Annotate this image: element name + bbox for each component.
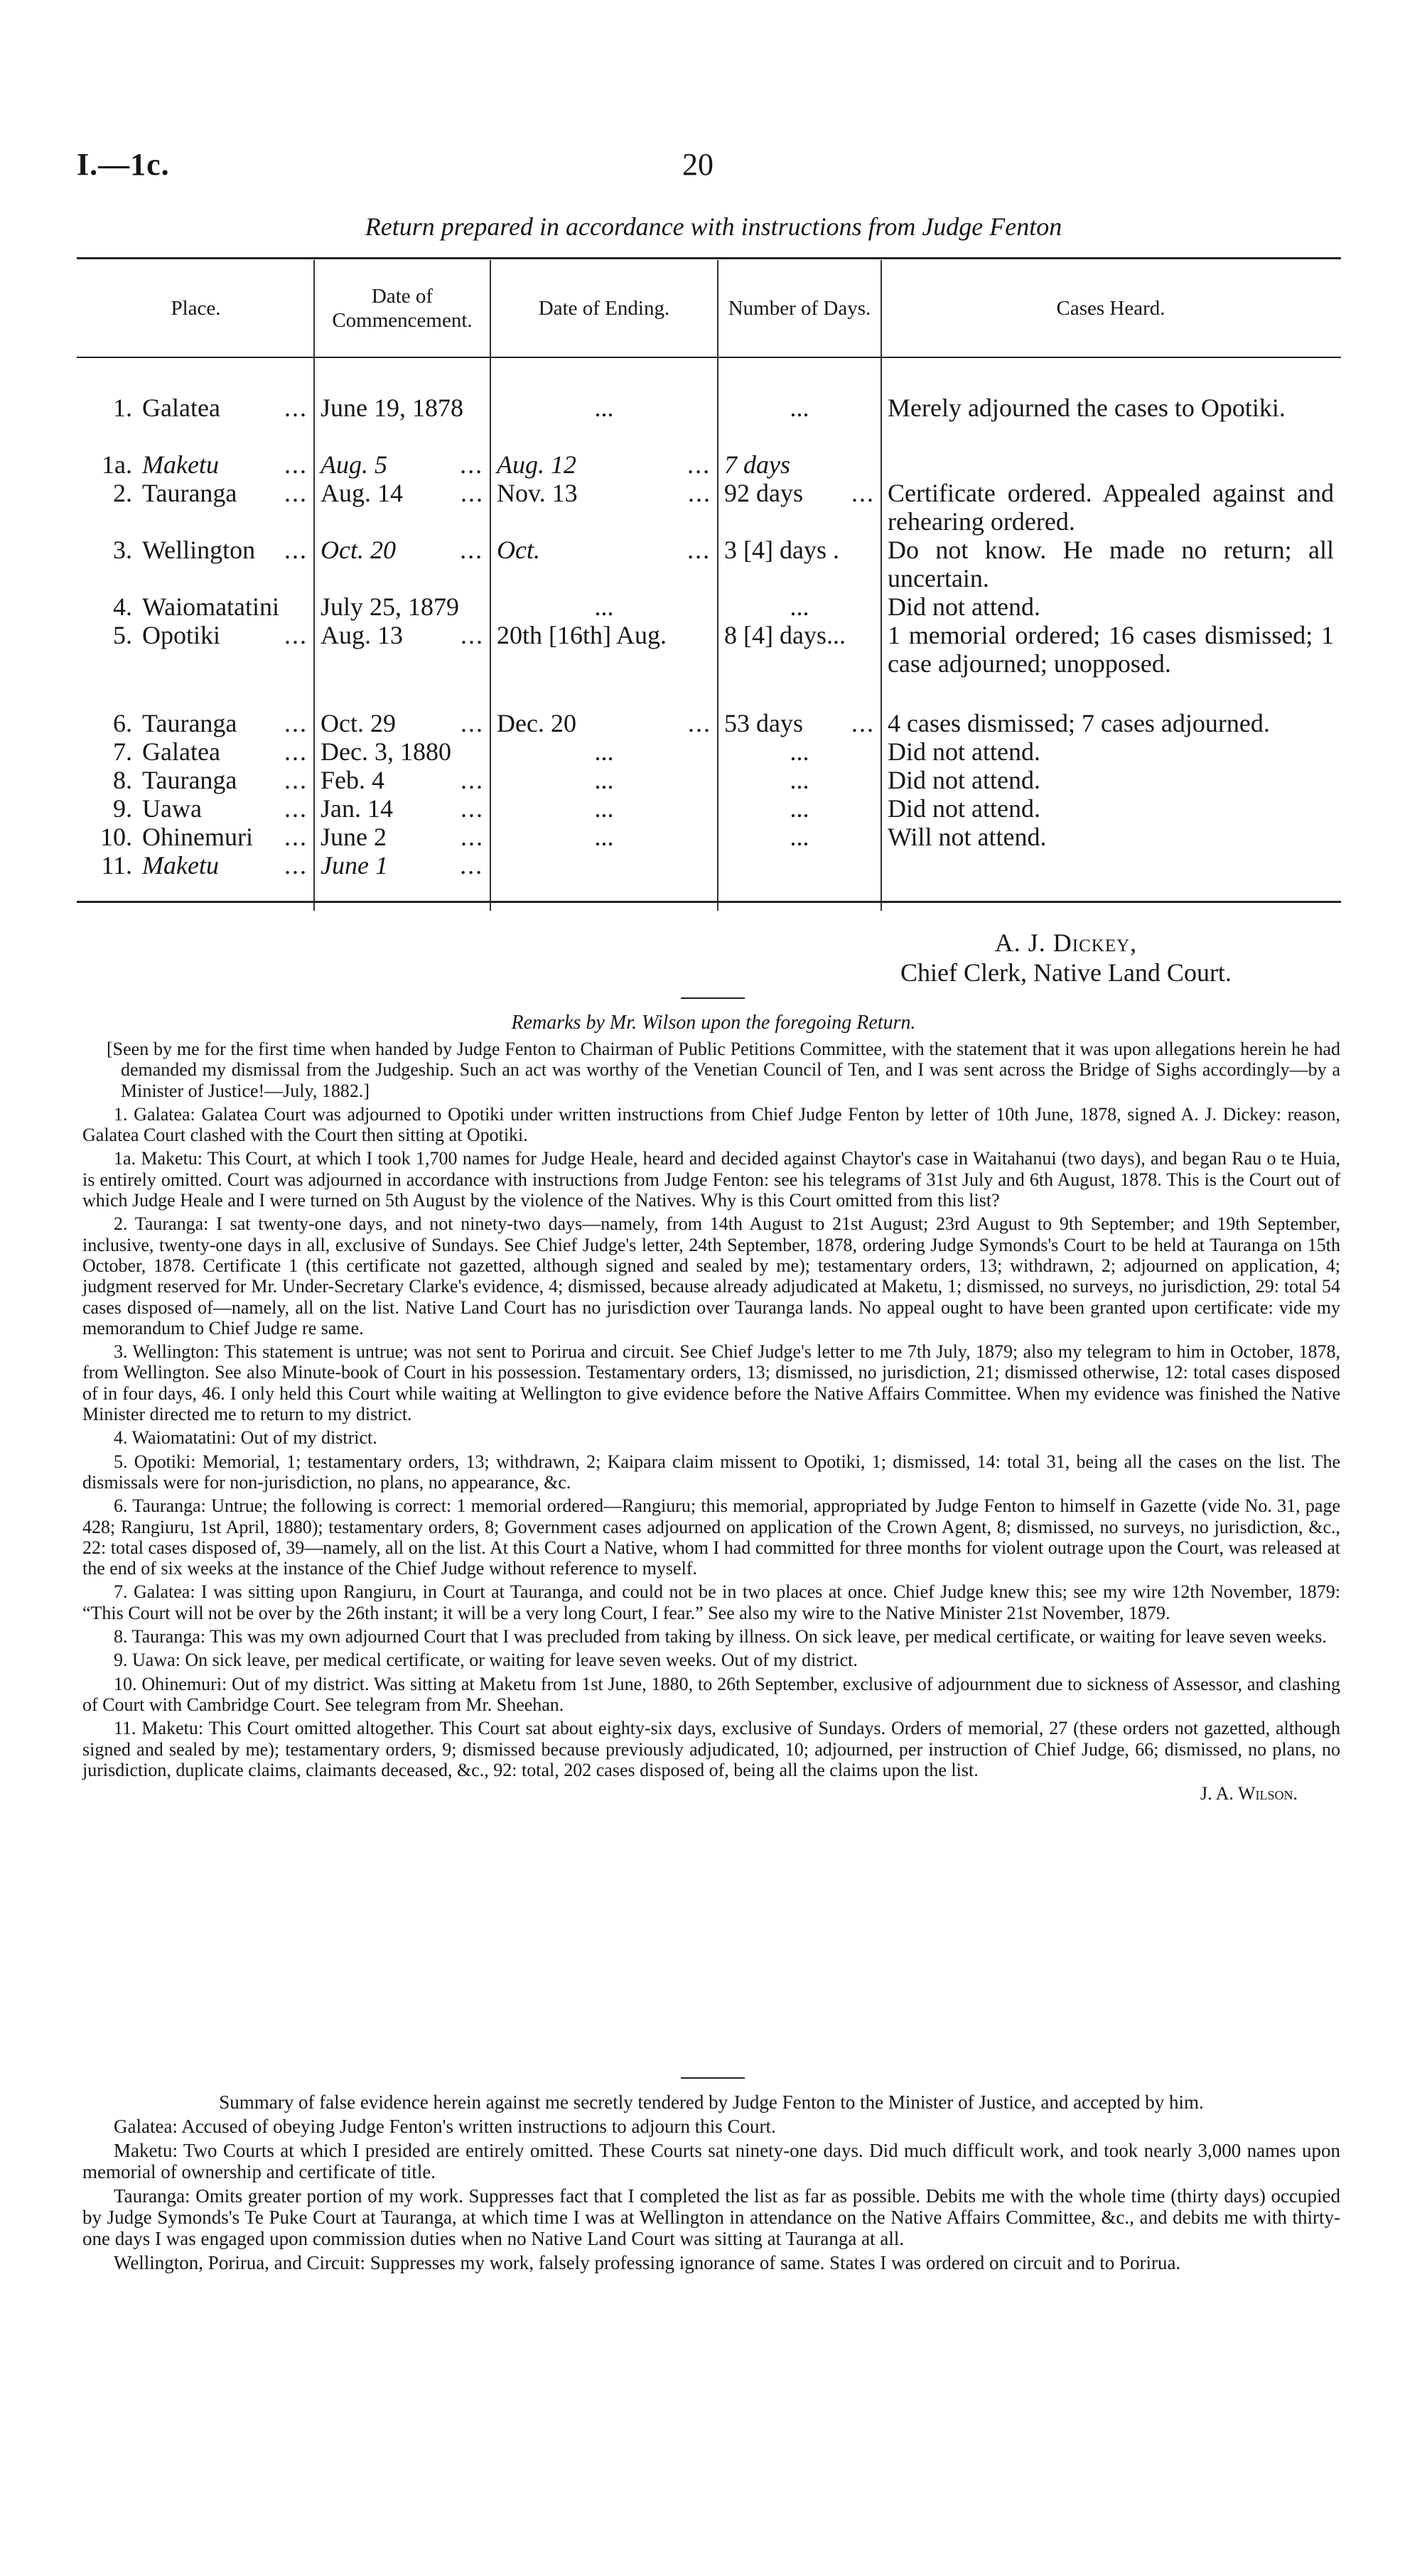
col-header-cases: Cases Heard. bbox=[881, 260, 1340, 357]
table-caption: Return prepared in accordance with instructions from Judge Fenton bbox=[365, 212, 1062, 241]
table-row: 4. Waiomatatini July 25, 1879 ... ... Did not attend. bbox=[78, 592, 1340, 621]
wilson-signature: J. A. Wilson. bbox=[1200, 1783, 1298, 1804]
summary-heading: Summary of false evidence herein against me secretly tendered by Judge Fenton to the Minister of Justice, and accepted by him. bbox=[219, 2091, 1204, 2113]
table-row: 6. Tauranga ... Oct. 29 ... Dec. 20 ... 53 days ... 4 cases dismissed; 7 cases adjourned. bbox=[78, 709, 1340, 737]
col-header-days: Number of Days. bbox=[718, 260, 881, 357]
page-number: 20 bbox=[682, 147, 714, 182]
table-row: 9. Uawa ... Jan. 14 ... ... ... Did not attend. bbox=[78, 794, 1340, 823]
dickey-signature: A. J. Dickey, bbox=[994, 929, 1138, 957]
summary-section bbox=[82, 2091, 1340, 2276]
remark-paragraph: 1a. Maketu: This Court, at which I took 1,700 names for Judge Heale, heard and decided against Chaytor's case in Waitahanui (two days), and began Rau o te Huia, is entirely omitted. Court was adjourned in accordance with instructions from Judge Fenton: see his telegrams of 31st July and 6th August, 1878. This is the Court out of which Judge Heale and I were turned on 5th August by the violence of the Natives. Why is this Court omitted from this list? bbox=[82, 1148, 1340, 1211]
remarks-title: Remarks by Mr. Wilson upon the foregoing Return. bbox=[511, 1012, 916, 1034]
table-bottom-rule bbox=[77, 901, 1341, 903]
table-row: 2. Tauranga ... Aug. 14 ... Nov. 13 ... 92 days ... Certificate ordered. Appealed against and rehearing ordered. bbox=[78, 479, 1340, 536]
summary-paragraph: Galatea: Accused of obeying Judge Fenton's written instructions to adjourn this Court. bbox=[114, 2116, 776, 2137]
summary-divider bbox=[681, 2077, 745, 2079]
table-row: 5. Opotiki ... Aug. 13 ... 20th [16th] Aug. 8 [4] days... 1 memorial ordered; 16 cases dismissed; 1 case adjourned; unopposed. bbox=[78, 621, 1340, 709]
remark-paragraph: 4. Waiomatatini: Out of my district. bbox=[114, 1427, 377, 1449]
table-row: 8. Tauranga ... Feb. 4 ... ... ... Did not attend. bbox=[78, 766, 1340, 794]
remarks-intro: [Seen by me for the first time when handed by Judge Fenton to Chairman of Public Petitions Committee, with the statement that it was upon allegations herein he had demanded my dismissal from the Judgeship. Such an act was worthy of the Venetian Council of Ten, and I was sent across the Bridge of Sighs accordingly—by a Minister of Justice!—July, 1882.] bbox=[107, 1039, 1340, 1101]
page-reference: I.—1c. bbox=[77, 147, 170, 182]
col-header-place: Place. bbox=[171, 297, 221, 320]
short-divider bbox=[681, 997, 745, 999]
remark-paragraph: 9. Uawa: On sick leave, per medical certificate, or waiting for leave seven weeks. Out of my district. bbox=[114, 1650, 858, 1671]
summary-paragraph: Wellington, Porirua, and Circuit: Suppresses my work, falsely professing ignorance of same. States I was ordered on circuit and to Porirua. bbox=[114, 2252, 1181, 2273]
remark-paragraph: 6. Tauranga: Untrue; the following is correct: 1 memorial ordered—Rangiuru; this memorial, appropriated by Judge Fenton to himself in Gazette (vide No. 31, page 428; Rangiuru, 1st April, 1880); testamentary orders, 8; Government cases adjourned on application of the Crown Agent, 8; dismissed, no surveys, no jurisdiction, &c., 22: total cases disposed of, 39—namely, all on the list. At this Court a Native, whom I had committed for three months for violent outrage upon the Court, was released at the end of six weeks at the instance of the Chief Judge without reference to myself. bbox=[82, 1495, 1340, 1579]
header-bottom-rule bbox=[77, 357, 1341, 358]
table-row: 10. Ohinemuri ... June 2 ... ... ... Will not attend. bbox=[78, 823, 1340, 851]
remark-paragraph: 11. Maketu: This Court omitted altogether. This Court sat about eighty-six days, exclusive of Sundays. Orders of memorial, 27 (these orders not gazetted, although signed and sealed by me); testamentary orders, 9; dismissed because previously adjudicated, 10; adjourned, per instruction of Chief Judge, 66; dismissed, no plans, no jurisdiction, duplicate claims, claimants deceased, &c., 92: total, 202 cases disposed of, being all the claims upon the list. bbox=[82, 1718, 1340, 1780]
col-header-end: Date of Ending. bbox=[490, 260, 718, 357]
table-row: 1. Galatea ... June 19, 1878 ... ... Merely adjourned the cases to Opotiki. bbox=[78, 394, 1340, 450]
remark-paragraph: 2. Tauranga: I sat twenty-one days, and not ninety-two days—namely, from 14th August to 21st August; 23rd August to 9th September; and 19th September, inclusive, twenty-one days in all, exclusive of Sundays. See Chief Judge's letter, 24th September, 1878, ordering Judge Symonds's Court to be held at Tauranga on 15th October, 1878. Certificate 1 (this certificate not gazetted, although signed and sealed by me); testamentary orders, 13; withdrawn, 2; adjourned on application, 4; judgment reserved for Mr. Under-Secretary Clarke's evidence, 4; dismissed, because already adjudicated at Maketu, 1; dismissed, no surveys, no jurisdiction, 29: total 54 cases disposed of—namely, all on the list. Native Land Court has no jurisdiction over Tauranga lands. No appeal ought to have been granted upon certificate: vide my memorandum to Chief Judge re same. bbox=[82, 1213, 1340, 1338]
col-header-start: Date of Commencement. bbox=[314, 260, 490, 357]
summary-paragraph: Tauranga: Omits greater portion of my work. Suppresses fact that I completed the list as far as possible. Debits me with the whole time (thirty days) occupied by Judge Symonds's Te Puke Court at Tauranga, at which time I was at Wellington in attendance on the Native Affairs Committee, &c., and debits me with thirty-one days I was engaged upon commission duties when no Native Land Court was sitting at Tauranga at all. bbox=[82, 2185, 1340, 2249]
remark-paragraph: 7. Galatea: I was sitting upon Rangiuru, in Court at Tauranga, and could not be in two places at once. Chief Judge knew this; see my wire 12th November, 1879: “This Court will not be over by the 26th instant; it will be a very long Court, I fear.” See also my wire to the Native Minister 21st November, 1879. bbox=[82, 1581, 1340, 1623]
remark-paragraph: 8. Tauranga: This was my own adjourned Court that I was precluded from taking by illness. On sick leave, per medical certificate, or waiting for leave seven weeks. bbox=[114, 1626, 1327, 1647]
remark-paragraph: 10. Ohinemuri: Out of my district. Was sitting at Maketu from 1st June, 1880, to 26th September, exclusive of adjournment due to sickness of Assessor, and clashing of Court with Cambridge Court. See telegram from Mr. Sheehan. bbox=[82, 1673, 1340, 1715]
remark-paragraph: 1. Galatea: Galatea Court was adjourned to Opotiki under written instructions from Chief Judge Fenton by letter of 10th June, 1878, signed A. J. Dickey: reason, Galatea Court clashed with the Court then sitting at Opotiki. bbox=[82, 1103, 1340, 1146]
dickey-title: Chief Clerk, Native Land Court. bbox=[900, 958, 1232, 987]
table-header-row bbox=[78, 260, 1340, 357]
table-row: 7. Galatea ... Dec. 3, 1880 ... ... Did not attend. bbox=[78, 737, 1340, 766]
summary-paragraph: Maketu: Two Courts at which I presided are entirely omitted. These Courts sat ninety-one days. Did much difficult work, and took nearly 3,000 names upon memorial of ownership and certificate of title. bbox=[82, 2140, 1340, 2182]
remarks-body bbox=[82, 1039, 1340, 1807]
table-row: 11. Maketu ... June 1 ... bbox=[78, 851, 1340, 880]
table-top-rule bbox=[77, 257, 1341, 259]
remark-paragraph: 5. Opotiki: Memorial, 1; testamentary orders, 13; withdrawn, 2; Kaipara claim missent to Opotiki, 1; dismissed, 14: total 31, being all the cases on the list. The dismissals were for non-jurisdiction, no plans, no appearance, &c. bbox=[82, 1451, 1340, 1493]
table-row: 3. Wellington ... Oct. 20 ... Oct. ... 3 [4] days . Do not know. He made no return; all uncertain. bbox=[78, 536, 1340, 592]
remark-paragraph: 3. Wellington: This statement is untrue; was not sent to Porirua and circuit. See Chief Judge's letter to me 7th July, 1879; also my telegram to him in October, 1878, from Wellington. See also Minute-book of Court in his possession. Testamentary orders, 13; dismissed, no jurisdiction, 21; dismissed otherwise, 12: total cases disposed of in four days, 46. I only held this Court while waiting at Wellington to give evidence before the Native Affairs Committee. When my evidence was finished the Native Minister directed me to return to my district. bbox=[82, 1341, 1340, 1425]
table-row: 1a. Maketu ... Aug. 5 ... Aug. 12 ... 7 days bbox=[78, 450, 1340, 479]
